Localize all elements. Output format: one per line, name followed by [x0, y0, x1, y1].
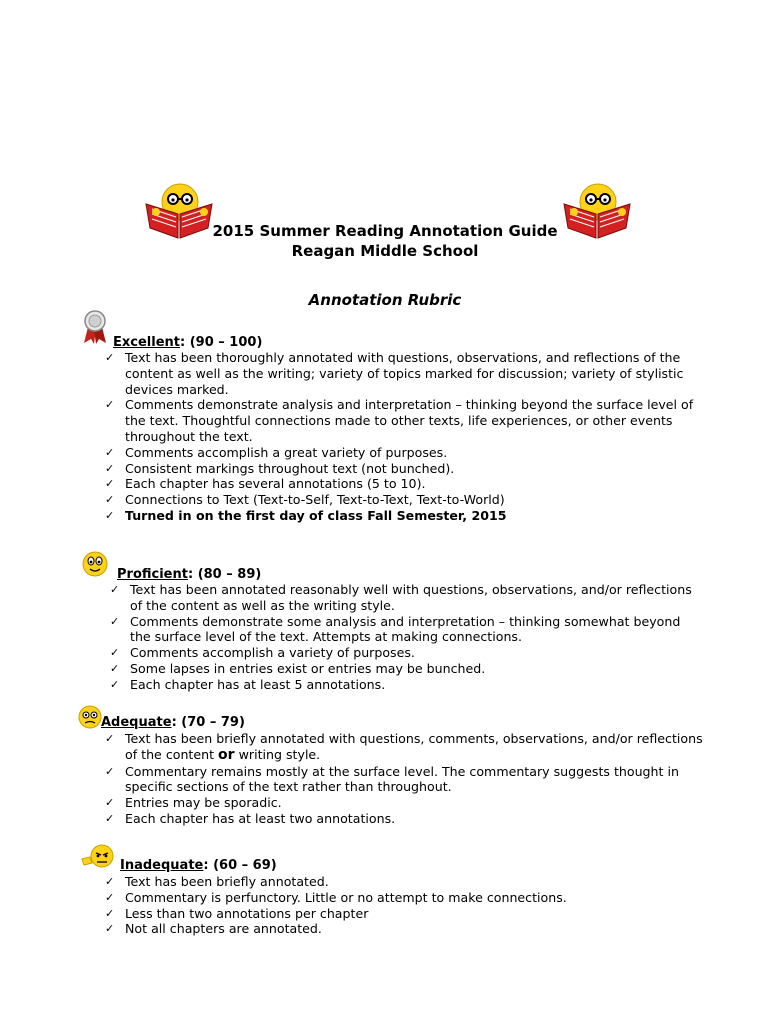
excellent-range: : (90 – 100)	[180, 335, 263, 350]
list-item: ✓ Consistent markings throughout text (not bunched).	[105, 460, 455, 476]
list-item: ✓ Entries may be sporadic.	[105, 795, 282, 811]
page-title	[0, 221, 770, 261]
list-item: ✓ Text has been briefly annotated with questions, comments, observations, and/or reflections of the content or writing style.	[105, 731, 703, 763]
check-icon: ✓	[110, 614, 120, 628]
check-icon: ✓	[105, 811, 115, 825]
adequate-range: : (70 – 79)	[171, 715, 245, 730]
check-icon: ✓	[105, 764, 115, 778]
title-line-2: Reagan Middle School	[291, 242, 479, 260]
proficient-list	[108, 582, 703, 693]
list-item: ✓ Turned in on the first day of class Fall Semester, 2015	[105, 507, 507, 523]
list-item: ✓ Some lapses in entries exist or entries may be bunched.	[110, 660, 486, 676]
adequate-list	[103, 731, 703, 827]
list-item: ✓ Text has been thoroughly annotated with questions, observations, and reflections of the content as well as the writing; variety of topics marked for discussion; variety of stylistic devices marked.	[105, 350, 684, 397]
proficient-label: Proficient	[117, 567, 188, 582]
list-item: ✓ Text has been annotated reasonably well with questions, observations, and/or reflections of the content as well as the writing style.	[110, 582, 692, 613]
adequate-label: Adequate	[101, 715, 172, 730]
list-item: ✓ Comments accomplish a variety of purposes.	[110, 645, 415, 661]
proficient-range: : (80 – 89)	[187, 567, 262, 582]
check-icon: ✓	[105, 461, 115, 475]
check-icon: ✓	[105, 445, 115, 459]
adequate-heading	[101, 715, 245, 731]
inadequate-label: Inadequate	[120, 858, 204, 873]
list-item: ✓ Each chapter has at least 5 annotations.	[110, 676, 386, 692]
worried-smiley-icon	[76, 703, 104, 731]
list-item: ✓ Each chapter has several annotations (5 to 10).	[105, 476, 426, 492]
excellent-heading	[113, 335, 262, 351]
check-icon: ✓	[105, 732, 115, 745]
proficient-heading	[117, 567, 261, 583]
check-icon: ✓	[105, 875, 115, 888]
check-icon: ✓	[105, 493, 115, 507]
check-icon: ✓	[105, 922, 115, 936]
check-icon: ✓	[105, 477, 115, 491]
list-item: ✓ Comments demonstrate some analysis and interpretation – thinking somewhat beyond the surface level of the text. Attempts at making connections.	[110, 613, 681, 645]
list-item: ✓ Text has been briefly annotated.	[105, 874, 329, 889]
list-item: ✓ Not all chapters are annotated.	[105, 921, 322, 937]
list-item: ✓ Each chapter has at least two annotations.	[105, 810, 396, 826]
list-item: ✓ Comments accomplish a great variety of purposes.	[105, 444, 448, 460]
check-icon: ✓	[105, 398, 115, 412]
award-medal-icon	[80, 309, 110, 345]
excellent-list	[103, 350, 703, 524]
check-icon: ✓	[105, 796, 115, 810]
list-item: ✓ Commentary is perfunctory. Little or no attempt to make connections.	[105, 889, 567, 905]
title-line-1: 2015 Summer Reading Annotation Guide	[212, 222, 558, 240]
check-icon: ✓	[105, 890, 115, 904]
check-icon: ✓	[110, 646, 120, 660]
check-icon: ✓	[105, 508, 115, 522]
check-icon: ✓	[110, 661, 120, 675]
rubric-subtitle: Annotation Rubric	[308, 291, 462, 309]
inadequate-range: : (60 – 69)	[203, 858, 277, 873]
or-emphasis: or	[218, 746, 235, 763]
list-item: ✓ Comments demonstrate analysis and interpretation – thinking beyond the surface level of the text. Thoughtful connections made to other texts, life experiences, or other events throughout the text.	[105, 397, 694, 444]
list-item: ✓ Less than two annotations per chapter	[105, 905, 369, 921]
check-icon: ✓	[105, 906, 115, 920]
check-icon: ✓	[110, 677, 120, 691]
thumbs-down-smiley-icon	[80, 843, 118, 871]
check-icon: ✓	[105, 351, 115, 364]
inadequate-list	[103, 874, 703, 937]
list-item: ✓ Commentary remains mostly at the surface level. The commentary suggests thought in specific sections of the text rather than throughout.	[105, 763, 679, 795]
list-item: ✓ Connections to Text (Text-to-Self, Text-to-Text, Text-to-World)	[105, 492, 505, 508]
smiley-icon	[80, 549, 110, 579]
excellent-label: Excellent	[113, 335, 180, 350]
inadequate-heading	[120, 858, 277, 874]
check-icon: ✓	[110, 583, 120, 596]
